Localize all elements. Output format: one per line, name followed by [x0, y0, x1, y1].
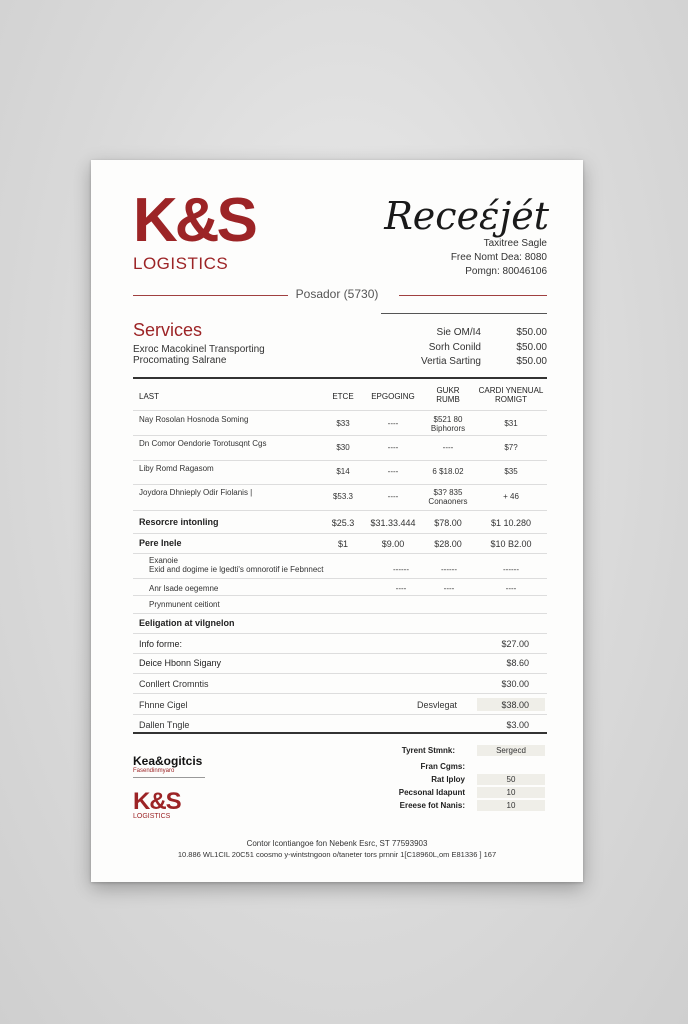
row-cell: $1 10.280 [490, 518, 532, 528]
receipt-meta-1: Taxitree Sagle [483, 238, 547, 249]
summary-label: Pecsonal Idapunt [398, 788, 465, 797]
row-cell: $31 [504, 419, 518, 428]
footer-logo: K&S [133, 788, 181, 815]
row-label: Pere Inele [139, 538, 182, 548]
row-rule [133, 595, 547, 596]
row-cell: ---- [387, 467, 399, 476]
row-rule [133, 578, 547, 579]
row-cell: $33 [336, 419, 350, 428]
summary-value: 10 [506, 788, 516, 797]
footer-brand-sub: Fasendinmyaro [133, 768, 175, 774]
table-header-rule [133, 410, 547, 411]
row-cell: $28.00 [434, 539, 462, 549]
row-cell: $30 [336, 443, 350, 452]
table-header-epgoging: EPGOGING [371, 392, 415, 401]
sub-row-label: Prynmunent ceitiont [149, 600, 220, 609]
sub-row-dash: ------ [393, 565, 409, 574]
service-item-name: Vertia Sarting [420, 356, 481, 367]
services-top-rule [381, 313, 547, 314]
table-header-gukr: GUKR RUMB [436, 386, 460, 404]
row-cell: $3? 835 Conaoners [428, 488, 468, 506]
totals-label: Deice Hbonn Sigany [139, 658, 222, 668]
totals-amount: $8.60 [506, 658, 529, 668]
receipt-title: Receɛ́jét [384, 194, 549, 238]
table-header-etce: ETCE [332, 392, 354, 401]
totals-mid: Desvlegat [416, 700, 457, 710]
receipt-meta-3: Pomgn: 80046106 [465, 266, 547, 277]
receipt-paper [91, 160, 583, 882]
table-header-last: LAST [139, 392, 160, 401]
summary-value: Sergecd [496, 746, 526, 755]
sub-row-dash: ------ [441, 565, 457, 574]
row-cell: $78.00 [434, 518, 462, 528]
service-item-name: Sorh Conild [428, 342, 481, 353]
row-cell: 6 $18.02 [432, 467, 464, 476]
totals-label: Dallen Tngle [139, 720, 190, 730]
row-cell: ---- [387, 419, 399, 428]
row-rule [133, 435, 547, 436]
row-rule [133, 693, 547, 694]
receipt-meta-2: Free Nomt Dea: 8080 [450, 252, 547, 263]
row-rule [133, 484, 547, 485]
service-item-amount: $50.00 [516, 327, 547, 338]
sub-row-dash: ------ [503, 565, 519, 574]
sub-row-dash: ---- [395, 584, 407, 593]
row-label: Nay Rosolan Hosnoda Soming [139, 415, 249, 424]
service-item-amount: $50.00 [516, 342, 547, 353]
footer-divider [133, 777, 205, 778]
table-top-rule [133, 377, 547, 379]
brand-logo: K&S [133, 186, 255, 255]
row-cell: ---- [387, 443, 399, 452]
service-item-amount: $50.00 [516, 356, 547, 367]
totals-amount: $27.00 [501, 639, 529, 649]
row-cell: $53.3 [332, 492, 354, 501]
table-header-cardi: CARDI YNENUAL ROMIGT [478, 386, 544, 404]
row-label: Resorcre intonling [139, 517, 219, 527]
services-title: Services [133, 320, 203, 340]
row-cell: $1 [337, 539, 348, 549]
row-cell: $9.00 [381, 539, 405, 549]
row-rule [133, 653, 547, 654]
row-rule [133, 533, 547, 534]
row-rule [133, 633, 547, 634]
divider-right [399, 295, 547, 296]
totals-label: Info forme: [139, 639, 183, 649]
row-label: Joydora Dhnieply Odir Fiolanis | [139, 488, 253, 497]
sub-row-label: Exanoie [149, 556, 178, 565]
totals-section-title: Eeligation at vilgnelon [139, 618, 235, 628]
summary-label: Rat lploy [431, 775, 465, 784]
summary-value: 50 [506, 775, 516, 784]
totals-amount: $3.00 [506, 720, 529, 730]
totals-amount: $30.00 [501, 679, 529, 689]
sub-row-dash: ---- [505, 584, 517, 593]
sub-row-dash: ---- [443, 584, 455, 593]
row-cell: $7? [504, 443, 518, 452]
footer-logo-sub: LOGISTICS [133, 813, 171, 820]
row-rule [133, 553, 547, 554]
services-desc-1: Exroc Macokinel Transporting [133, 344, 265, 355]
row-cell: ---- [387, 492, 399, 501]
center-label: Posador (5730) [295, 287, 379, 301]
totals-label: Conllert Cromntis [139, 679, 209, 689]
row-label: Dn Comor Oendorie Torotusqnt Cgs [139, 439, 267, 448]
services-desc-2: Procomating Salrane [133, 355, 227, 366]
row-cell: ---- [442, 443, 454, 452]
row-label: Liby Romd Ragasom [139, 464, 214, 473]
sub-row-label: Exid and dogime ie lgedti's omnorotif ie Febnnect [149, 565, 324, 574]
row-cell: $25.3 [331, 518, 355, 528]
row-cell: $35 [504, 467, 518, 476]
summary-label: Tyrent Stmnk: [401, 746, 455, 755]
summary-label: Fran Cgms: [420, 762, 465, 771]
row-rule [133, 460, 547, 461]
row-cell: $14 [336, 467, 350, 476]
row-cell: $31.33.444 [370, 518, 416, 528]
service-item-name: Sie OM/I4 [436, 327, 481, 338]
row-rule [133, 714, 547, 715]
row-rule [133, 613, 547, 614]
brand-subtitle: LOGISTICS [133, 254, 229, 273]
row-rule [133, 510, 547, 511]
footer-brand: Kea&ogitcis [133, 754, 203, 768]
row-cell: + 46 [503, 492, 519, 501]
summary-value: 10 [506, 801, 516, 810]
footer-contact: 10.886 WL1CIL 20C51 coosmo y-wintstngoon o/taneter tors prnnir 1[C18960L,om E81336 ] 167 [177, 850, 497, 859]
row-cell: $10 B2.00 [490, 539, 532, 549]
totals-amount: $38.00 [501, 700, 529, 710]
summary-label: Ereese fot Nanis: [399, 801, 465, 810]
footer-address: Contor lcontiangoe fon Nebenk Esrc, ST 77593903 [246, 839, 428, 848]
totals-bottom-rule [133, 732, 547, 734]
sub-row-label: Anr lsade oegemne [149, 584, 219, 593]
row-cell: $521 80 Biphorors [430, 415, 466, 433]
row-rule [133, 673, 547, 674]
totals-label: Fhnne Cigel [139, 700, 188, 710]
